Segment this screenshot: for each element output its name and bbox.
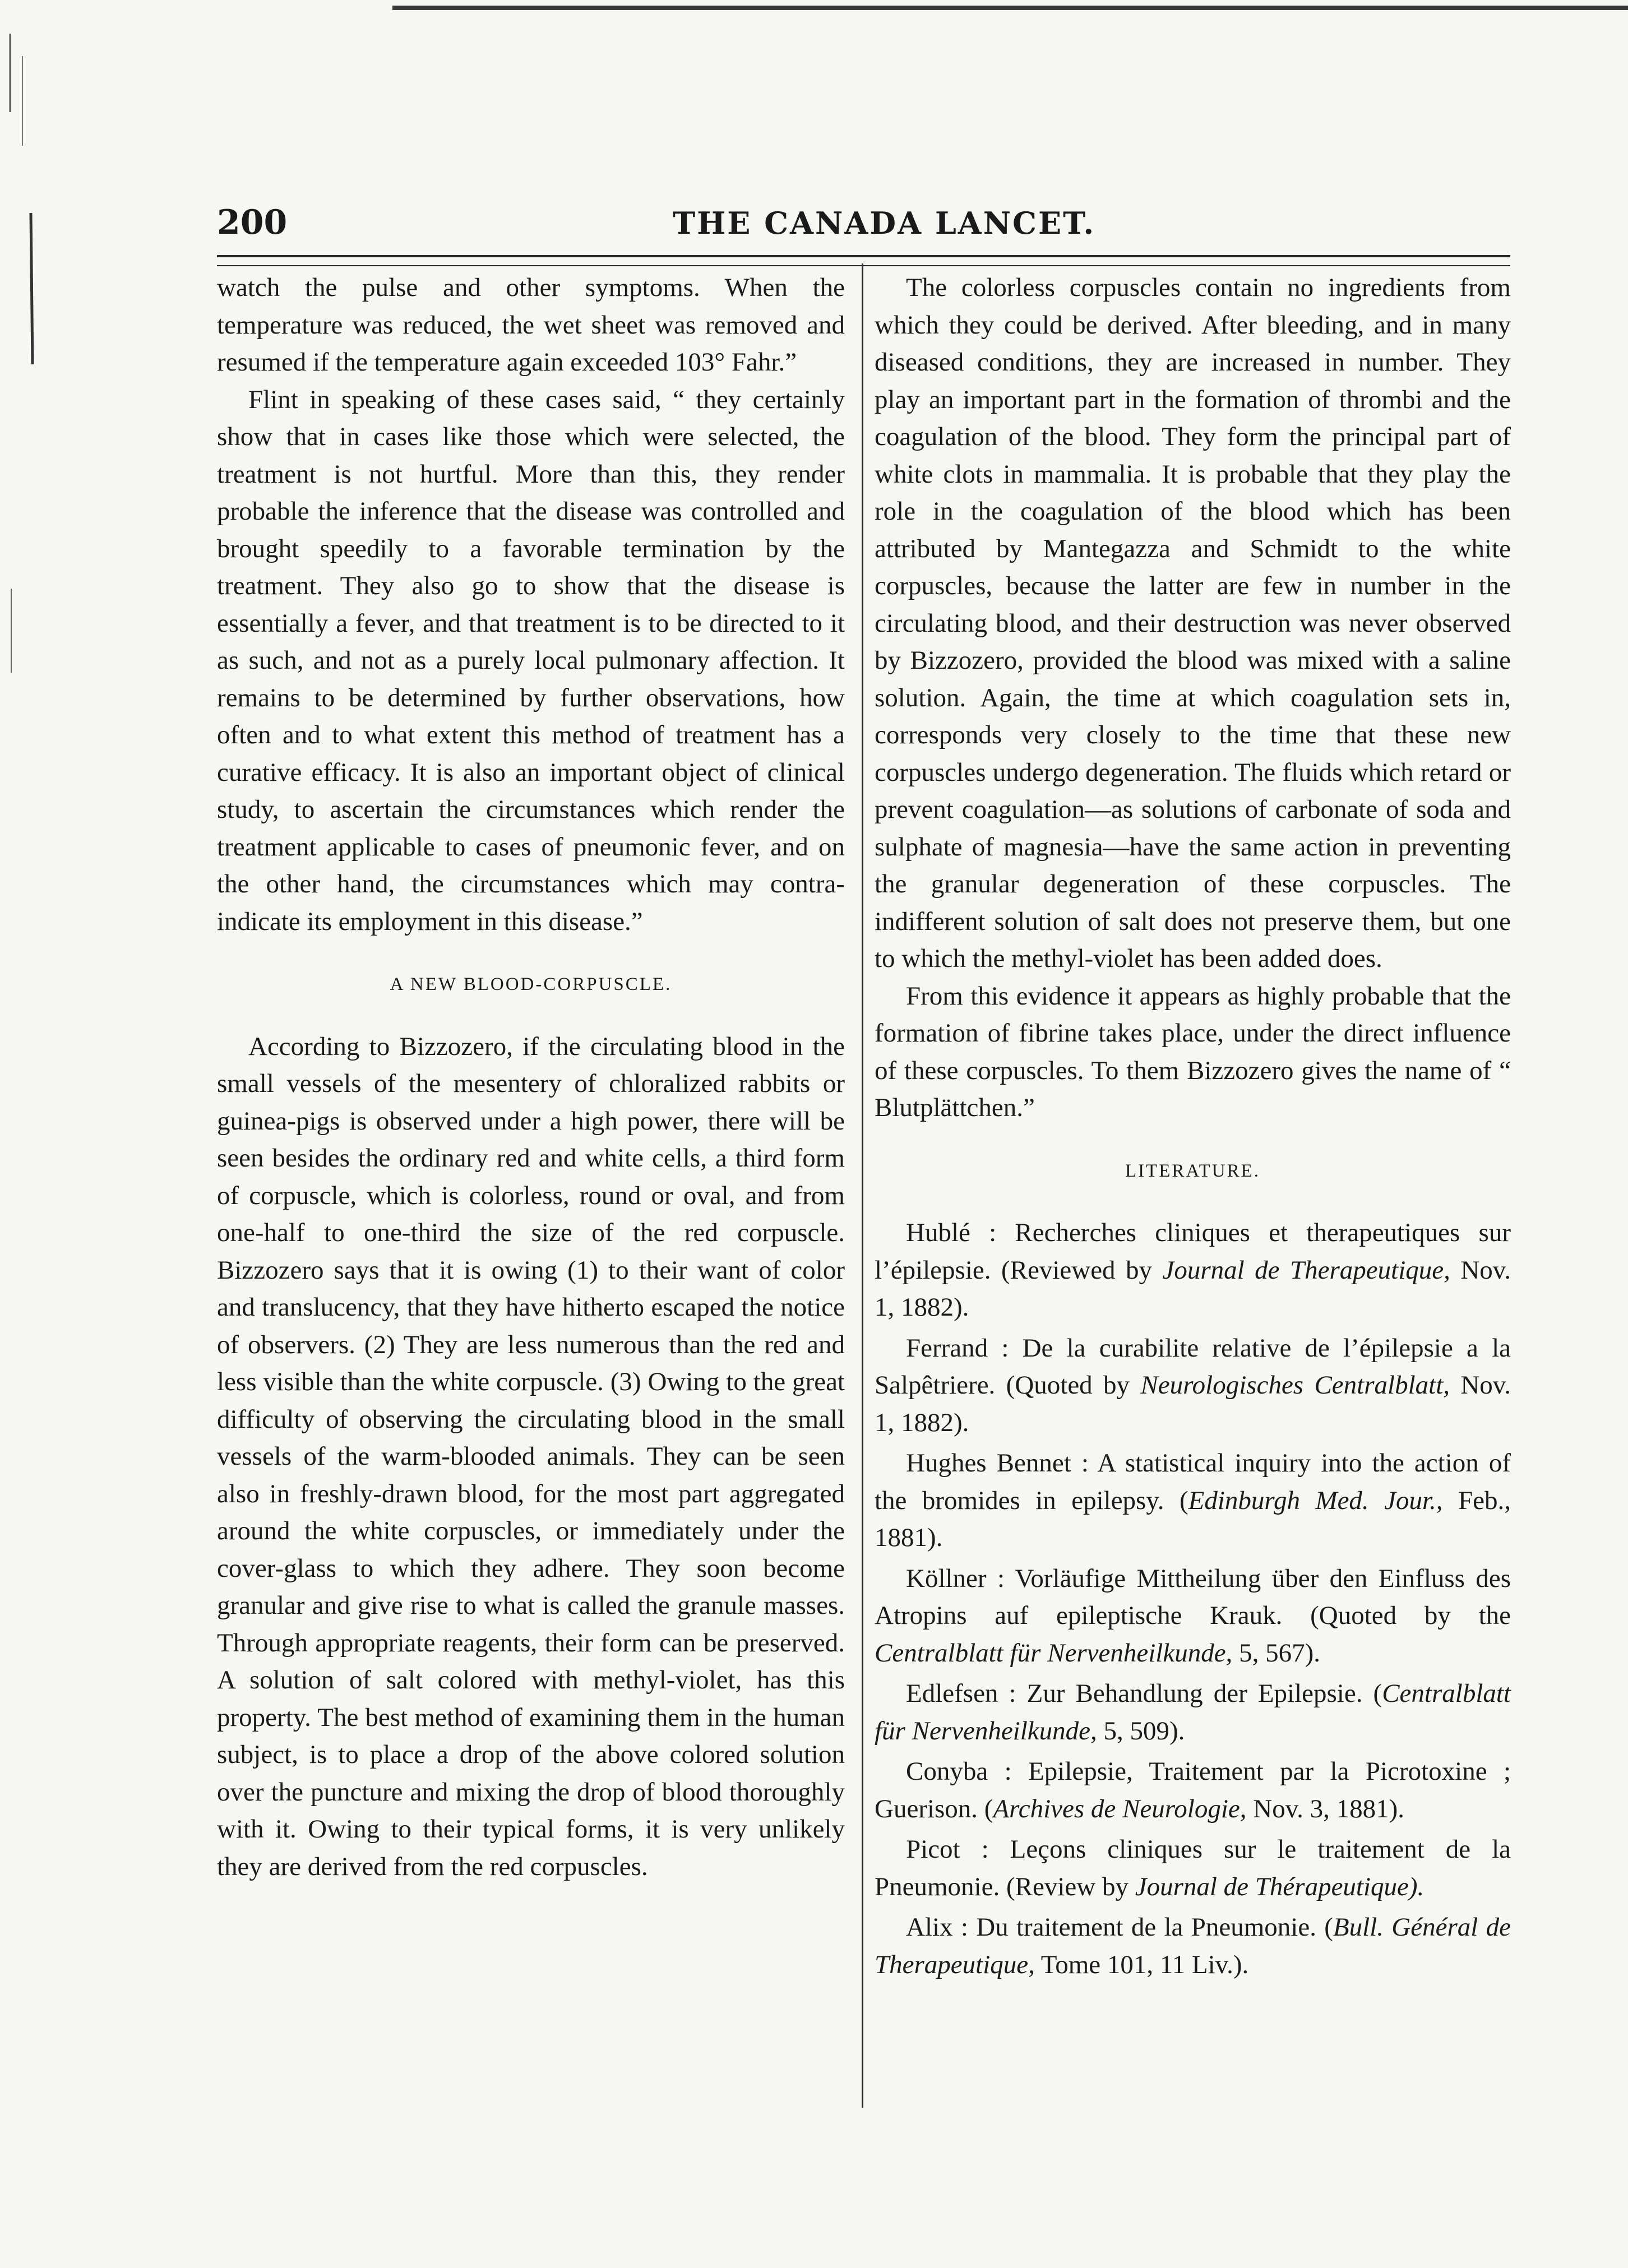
paragraph: watch the pulse and other symptoms. When the temperature was reduced, the wet sheet was removed and resumed if the temperature again exceeded 103° Fahr.”	[217, 273, 845, 377]
entry-tail: Feb., 1881).	[875, 1485, 1511, 1552]
entry-tail: 5, 509).	[1097, 1716, 1185, 1746]
entry-text: Edlefsen : Zur Behandlung der Epilepsie. (	[906, 1679, 1382, 1708]
paragraph: From this evidence it appears as highly probable that the formation of fibrine takes place, under the direct influence of these corpuscles. To them Bizzozero gives the name of “ Blutplättchen.”	[875, 981, 1511, 1122]
header-double-rule	[217, 255, 1510, 266]
literature-entry	[875, 1753, 1511, 1827]
paragraph: According to Bizzozero, if the circulating blood in the small vessels of the mesentery of chloralized rabbits or guinea-pigs is observed under a high power, there will be seen besides the ordinary red and white cells, a third form of corpuscle, which is colorless, round or oval, and from one-half to one-third the size of the red corpuscle. Bizzozero says that it is owing (1) to their want of color and translucency, that they have hitherto escaped the notice of observers. (2) They are less numerous than the red and less visible than the white corpuscle. (3) Owing to the great difficulty of observing the circulating blood in the small vessels of the warm-blooded animals. They can be seen also in freshly-drawn blood, for the most part aggregated around the white corpuscles, or immediately under the cover-glass to which they adhere. They soon become granular and give rise to what is called the granule masses. Through appropriate reagents, their form can be preserved. A solution of salt colored with methyl-violet, has this property. The best method of examining them in the human subject, is to place a drop of the above colored solution over the puncture and mixing the drop of blood thoroughly with it. Owing to their typical forms, it is very unlikely they are derived from the red corpuscles.	[217, 1031, 845, 1881]
entry-text: Hublé : Recherches cliniques et therapeutiques sur l’épilepsie. (Reviewed by	[875, 1218, 1511, 1285]
literature-list	[875, 1214, 1511, 1983]
journal-title: Journal de Therapeutique,	[1162, 1255, 1450, 1285]
right-column	[875, 269, 1511, 1987]
running-head: THE CANADA LANCET.	[673, 205, 1096, 241]
entry-tail: Nov. 1, 1882).	[875, 1255, 1511, 1322]
entry-text: Picot : Leçons cliniques sur le traitement de la Pneumonie. (Review by	[875, 1835, 1511, 1901]
literature-entry	[875, 1330, 1511, 1442]
entry-tail: Nov. 1, 1882).	[875, 1371, 1511, 1437]
journal-title: Neurologisches Centralblatt,	[1140, 1371, 1450, 1400]
journal-title: Journal de Thérapeutique).	[1135, 1872, 1424, 1901]
page-number: 200	[217, 203, 288, 242]
top-edge-rule	[392, 6, 1628, 10]
paragraph: The colorless corpuscles contain no ingredients from which they could be derived. After bleeding, and in many diseased conditions, they are increased in number. They play an important part in the formation of thrombi and the coagulation of the blood. They form the principal part of white clots in mammalia. It is probable that they play the role in the coagulation of the blood which has been attributed by Mantegazza and Schmidt to the white corpuscles, because the latter are few in number in the circulating blood, and their destruction was never observed by Bizzozero, provided the blood was mixed with a saline solution. Again, the time at which coagulation sets in, corresponds very closely to the time that these new corpuscles undergo degeneration. The fluids which retard or prevent coagulation—as solutions of carbonate of soda and sulphate of magnesia—have the same action in preventing the granular degeneration of these corpuscles. The indifferent solution of salt does not preserve them, but one to which the methyl-violet has been added does.	[875, 273, 1511, 973]
left-column	[217, 269, 845, 1885]
section-heading: A NEW BLOOD-CORPUSCLE.	[390, 974, 672, 994]
entry-text: Conyba : Epilepsie, Traitement par la Picrotoxine ; Guerison. (	[875, 1757, 1511, 1823]
journal-title: Centralblatt für Nervenheilkunde,	[875, 1679, 1511, 1746]
literature-entry	[875, 1909, 1511, 1983]
paragraph: Flint in speaking of these cases said, “ they certainly show that in cases like those which were selected, the treatment is not hurtful. More than this, they render probable the inference that the disease was controlled and brought speedily to a favorable termination by the treatment. They also go to show that the disease is essentially a fever, and that treatment is to be directed to it as such, and not as a purely local pulmonary affection. It remains to be determined by further observations, how often and to what extent this method of treatment has a curative efficacy. It is also an important object of clinical study, to ascertain the circumstances which render the treatment applicable to cases of pneumonic fever, and on the other hand, the circumstances which may contra-indicate its employment in this disease.”	[217, 385, 845, 936]
literature-entry	[875, 1675, 1511, 1749]
journal-title: Bull. Général de Therapeutique,	[875, 1913, 1511, 1979]
entry-text: Alix : Du traitement de la Pneumonie. (	[906, 1913, 1333, 1942]
column-divider	[862, 263, 863, 2108]
literature-entry	[875, 1560, 1511, 1672]
literature-entry	[875, 1214, 1511, 1326]
journal-title: Archives de Neurologie,	[993, 1794, 1247, 1823]
section-heading: LITERATURE.	[1125, 1160, 1261, 1181]
entry-text: Ferrand : De la curabilite relative de l’épilepsie a la Salpêtriere. (Quoted by	[875, 1333, 1511, 1400]
journal-title: Edinburgh Med. Jour.,	[1188, 1485, 1443, 1515]
entry-text: Köllner : Vorläufige Mittheilung über den Einfluss des Atropins auf epileptische Krauk. (Quoted by the	[875, 1563, 1511, 1630]
entry-tail: Tome 101, 11 Liv.).	[1034, 1950, 1249, 1979]
literature-entry	[875, 1831, 1511, 1905]
margin-scan-marks	[0, 0, 67, 729]
literature-entry	[875, 1445, 1511, 1557]
entry-tail: 5, 567).	[1232, 1638, 1320, 1668]
entry-text: Hughes Bennet : A statistical inquiry into the action of the bromides in epilepsy. (	[875, 1448, 1511, 1515]
journal-title: Centralblatt für Nervenheilkunde,	[875, 1638, 1233, 1668]
entry-tail: Nov. 3, 1881).	[1246, 1794, 1405, 1823]
